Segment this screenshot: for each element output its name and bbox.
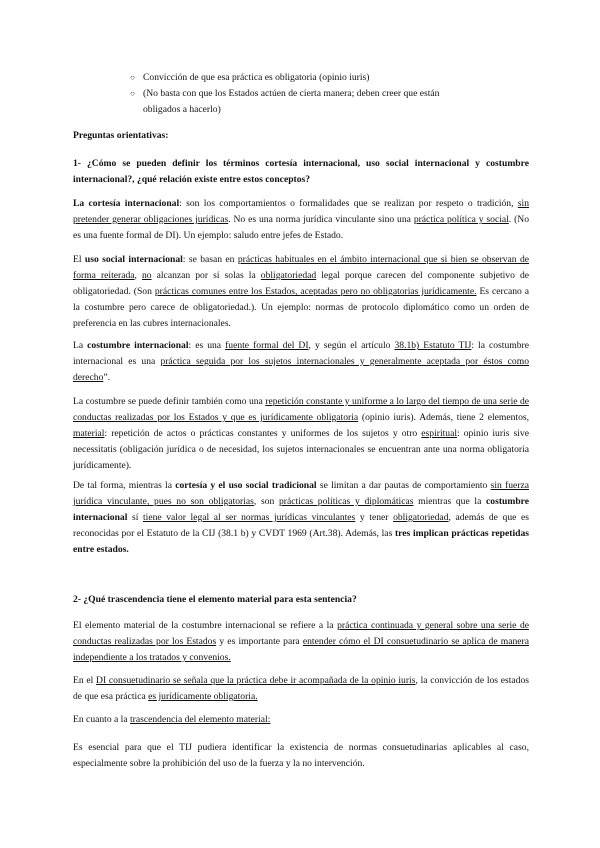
paragraph-uso-social: El uso social internacional: se basan en prácticas habituales en el ámbito internacional que si bien se observan de forma reiterada, no alcanzan por sí solas la obligatoriedad legal porque carecen del componente subjetivo de obligatoriedad. (Son prácticas comunes entre los Estados, aceptadas pero no obligatorias jurídicamente. Es cercano a la costumbre pero carece de obligatoriedad.). Un ejemplo: normas de protocolo diplomático como un orden de preferencia en las cubres internacionales.	[73, 254, 530, 329]
section-heading: Preguntas orientativas:	[73, 130, 169, 141]
question-1: 1- ¿Cómo se pueden definir los términos cortesía internacional, uso social internacional y costumbre internacional?, ¿qué relación existe entre estos conceptos?	[73, 158, 529, 185]
bullet-list	[73, 70, 529, 118]
question-2: 2- ¿Qué trascendencia tiene el elemento material para esta sentencia?	[73, 594, 357, 605]
paragraph-elemento-material: El elemento material de la costumbre internacional se refiere a la práctica continuada y general sobre una serie de conductas realizadas por los Estados y es importante para entender cómo el DI consuetudinario se aplica de manera independiente a los tratados y convenios.	[73, 620, 529, 663]
paragraph-consuetudinario: En el DI consuetudinario se señala que la práctica debe ir acompañada de la opinio iuris, la convicción de los estados de que esa práctica es jurídicamente obligatoria.	[73, 675, 529, 702]
paragraph-cortesia: La cortesía internacional: son los comportamientos o formalidades que se realizan por respeto o tradición, sin pretender generar obligaciones jurídicas. No es una norma jurídica vinculante sino una práctica política y social. (No es una fuente formal de DI). Un ejemplo: saludo entre jefes de Estado.	[73, 198, 530, 241]
paragraph-costumbre: La costumbre internacional: es una fuente formal del DI, y según el artículo 38.1b) Estatuto TIJ: la costumbre internacional es una práctica seguida por los sujetos internacionales y generalmente aceptada por éstos como derecho”.	[73, 340, 529, 383]
list-item: ○ Convicción de que esa práctica es obligatoria (opinio iuris)	[73, 70, 529, 86]
paragraph-esencial: Es esencial para que el TIJ pudiera identificar la existencia de normas consuetudinarias aplicables al caso, especialmente sobre la prohibición del uso de la fuerza y la no intervención.	[73, 742, 529, 769]
paragraph-conclusion: De tal forma, mientras la cortesía y el uso social tradicional se limitan a dar pautas de comportamiento sin fuerza jurídica vinculante, pues no son obligatorias, son prácticas políticas y diplomáticas mientras que la costumbre internacional sí tiene valor legal al ser normas jurídicas vinculantes y tener obligatoriedad, además de que es reconocidas por el Estatuto de la CIJ (38.1 b) y CVDT 1969 (Art.38). Además, las tres implican prácticas repetidas entre estados.	[73, 480, 530, 555]
paragraph-trascendencia: En cuanto a la trascendencia del elemento material:	[73, 714, 271, 725]
list-item: ○ (No basta con que los Estados actúen de cierta manera; deben creer que están obligados a hacerlo)	[130, 88, 440, 115]
paragraph-definicion: La costumbre se puede definir también como una repetición constante y uniforme a lo largo del tiempo de una serie de conductas realizadas por los Estados y que es jurídicamente obligatoria (opinio iuris). Además, tiene 2 elementos, material: repetición de actos o prácticas constantes y uniformes de los sujetos y otro espiritual: opinio iuris sive necessitatis (obligación jurídica o de necesidad, los sujetos internacionales se encuentran ante una norma obligatoria jurídicamente).	[73, 396, 530, 471]
hollow-bullet-icon: ○	[130, 73, 135, 82]
hollow-bullet-icon: ○	[130, 89, 135, 98]
